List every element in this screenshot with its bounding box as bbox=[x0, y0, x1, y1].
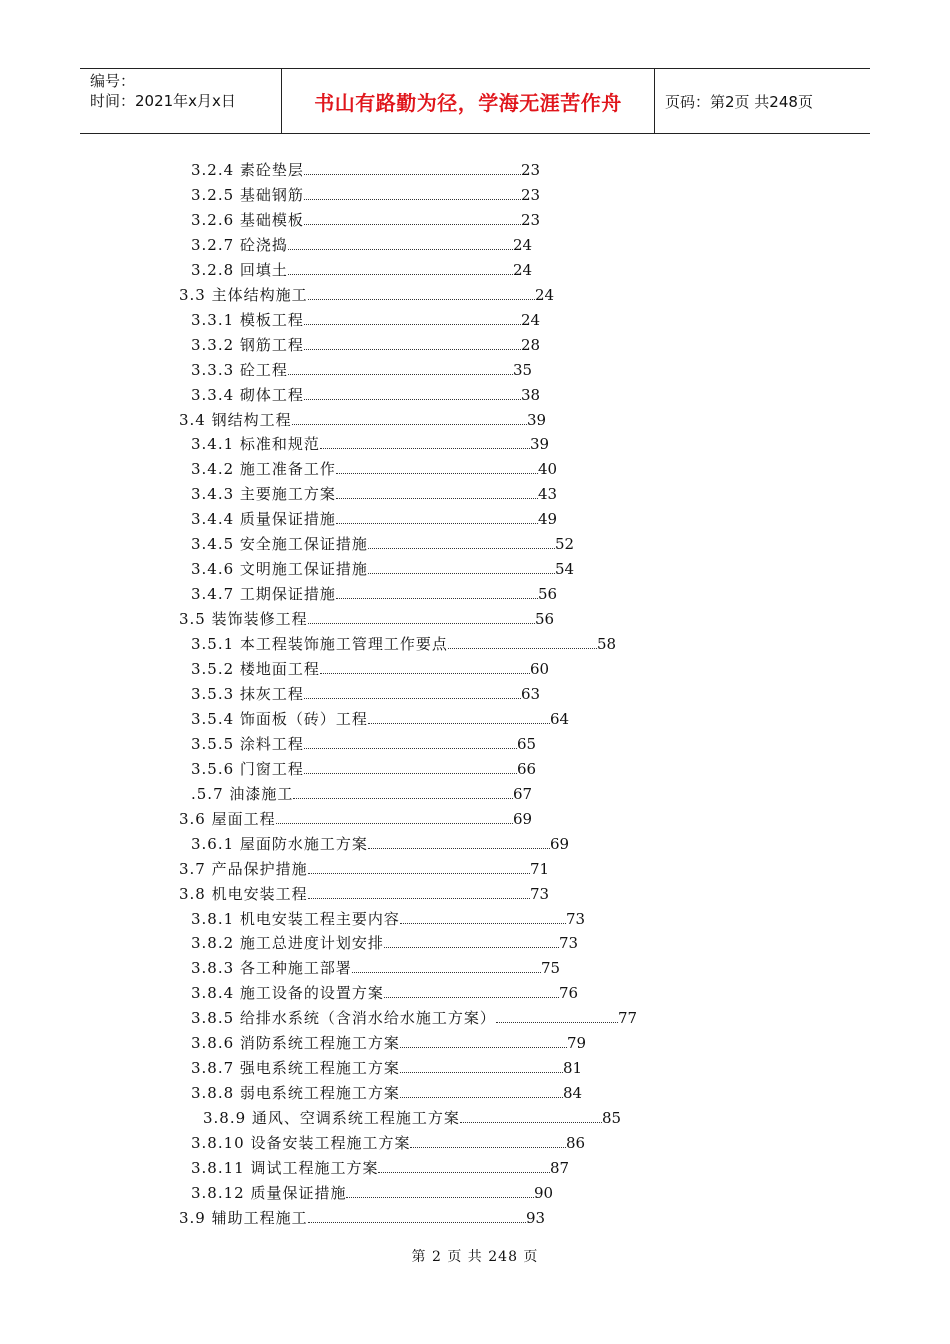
toc-entry-page: 54 bbox=[555, 560, 575, 579]
toc-entry-label: 3.8.9 通风、空调系统工程施工方案 bbox=[203, 1109, 460, 1128]
toc-entry-label: 3.3.2 钢筋工程 bbox=[191, 335, 304, 354]
toc-entry[interactable] bbox=[179, 1208, 545, 1228]
toc-entry[interactable] bbox=[191, 484, 557, 504]
toc-entry-label: 3.2.4 素砼垫层 bbox=[191, 161, 304, 179]
toc-entry-page: 73 bbox=[559, 934, 579, 953]
toc-entry-label: 3.3.1 模板工程 bbox=[191, 310, 304, 329]
toc-entry-page: 58 bbox=[597, 635, 617, 654]
toc-entry-label: 3.5.3 抹灰工程 bbox=[191, 684, 304, 703]
toc-entry-page: 23 bbox=[521, 161, 541, 179]
toc-entry-page: 63 bbox=[521, 684, 541, 703]
page-footer: 第 2 页 共 248 页 bbox=[411, 1249, 539, 1265]
toc-entry-label: 3.2.7 砼浇捣 bbox=[191, 235, 288, 254]
toc-entry[interactable] bbox=[191, 1158, 569, 1178]
toc-entry-page: 75 bbox=[541, 959, 561, 978]
toc-entry-page: 87 bbox=[550, 1159, 570, 1177]
toc-entry-page: 79 bbox=[567, 1034, 587, 1053]
toc-dot-leader bbox=[368, 547, 555, 549]
toc-entry-page: 23 bbox=[521, 210, 541, 229]
toc-entry[interactable] bbox=[191, 160, 540, 180]
toc-dot-leader bbox=[308, 1221, 526, 1223]
toc-entry-label: 3.7 产品保护措施 bbox=[179, 859, 308, 878]
toc-entry-label: 3.8.2 施工总进度计划安排 bbox=[191, 934, 384, 953]
toc-entry-label: .5.7 油漆施工 bbox=[191, 784, 294, 803]
toc-dot-leader bbox=[460, 1121, 602, 1123]
toc-entry-label: 3.2.5 基础钢筋 bbox=[191, 185, 304, 204]
toc-entry-label: 3.8.4 施工设备的设置方案 bbox=[191, 984, 384, 1003]
toc-entry[interactable] bbox=[191, 1083, 582, 1103]
toc-entry[interactable] bbox=[191, 185, 540, 205]
toc-entry-label: 3.8.11 调试工程施工方案 bbox=[191, 1159, 379, 1177]
toc-entry[interactable] bbox=[191, 734, 536, 754]
toc-dot-leader bbox=[352, 971, 541, 973]
toc-entry[interactable] bbox=[191, 634, 616, 654]
toc-dot-leader bbox=[288, 373, 513, 375]
toc-entry-page: 39 bbox=[530, 435, 550, 454]
toc-dot-leader bbox=[400, 922, 566, 924]
toc-entry[interactable] bbox=[191, 459, 557, 479]
toc-entry-page: 71 bbox=[530, 859, 550, 878]
toc-entry-label: 3.8.1 机电安装工程主要内容 bbox=[191, 909, 400, 928]
toc-entry-page: 24 bbox=[513, 235, 533, 254]
toc-entry-label: 3.4.7 工期保证措施 bbox=[191, 585, 336, 604]
toc-dot-leader bbox=[308, 872, 530, 874]
toc-entry-page: 49 bbox=[538, 510, 558, 529]
toc-entry[interactable] bbox=[191, 958, 560, 978]
toc-dot-leader bbox=[308, 298, 535, 300]
toc-dot-leader bbox=[308, 622, 535, 624]
toc-dot-leader bbox=[400, 1046, 567, 1048]
toc-dot-leader bbox=[496, 1021, 618, 1023]
header-time-label: 时间：2021年x月x日 bbox=[90, 92, 236, 110]
toc-entry-page: 84 bbox=[563, 1084, 583, 1103]
toc-entry-label: 3.4.1 标准和规范 bbox=[191, 435, 320, 454]
toc-entry[interactable] bbox=[191, 584, 557, 604]
toc-entry[interactable] bbox=[179, 609, 554, 629]
toc-entry-page: 85 bbox=[602, 1109, 622, 1128]
toc-entry-page: 67 bbox=[513, 784, 533, 803]
toc-entry-label: 3.8.8 弱电系统工程施工方案 bbox=[191, 1084, 400, 1103]
toc-dot-leader bbox=[368, 722, 550, 724]
toc-entry[interactable] bbox=[191, 509, 557, 529]
toc-entry-page: 43 bbox=[538, 485, 558, 504]
page-header bbox=[80, 68, 870, 134]
toc-entry-label: 3.5.6 门窗工程 bbox=[191, 759, 304, 778]
toc-entry[interactable] bbox=[191, 759, 536, 779]
toc-dot-leader bbox=[304, 398, 521, 400]
toc-entry[interactable] bbox=[191, 310, 540, 330]
toc-entry-label: 3.8.3 各工种施工部署 bbox=[191, 959, 352, 978]
toc-entry-page: 39 bbox=[527, 410, 547, 429]
toc-dot-leader bbox=[336, 522, 538, 524]
toc-entry[interactable] bbox=[191, 559, 574, 579]
toc-entry-page: 40 bbox=[538, 460, 558, 479]
toc-entry-page: 65 bbox=[517, 734, 537, 753]
toc-entry-page: 38 bbox=[521, 385, 541, 404]
toc-dot-leader bbox=[304, 223, 521, 225]
toc-entry[interactable] bbox=[191, 709, 569, 729]
toc-entry-label: 3.9 辅助工程施工 bbox=[179, 1208, 308, 1227]
toc-dot-leader bbox=[384, 946, 559, 948]
toc-entry-page: 69 bbox=[513, 809, 533, 828]
toc-entry[interactable] bbox=[191, 235, 532, 255]
toc-entry-label: 3.4.5 安全施工保证措施 bbox=[191, 535, 368, 554]
toc-dot-leader bbox=[400, 1071, 563, 1073]
toc-entry-label: 3.2.6 基础模板 bbox=[191, 210, 304, 229]
header-number-label: 编号： bbox=[90, 72, 136, 90]
toc-entry-page: 24 bbox=[513, 260, 533, 279]
toc-entry-page: 56 bbox=[538, 585, 558, 604]
header-meta bbox=[80, 69, 282, 133]
toc-entry-label: 3.5.5 涂料工程 bbox=[191, 734, 304, 753]
toc-entry-label: 3.4.3 主要施工方案 bbox=[191, 485, 336, 504]
toc-entry-label: 3.8 机电安装工程 bbox=[179, 884, 308, 903]
toc-entry[interactable] bbox=[191, 933, 578, 953]
toc-entry-page: 81 bbox=[563, 1059, 583, 1078]
toc-entry-page: 28 bbox=[521, 335, 541, 354]
toc-entry-page: 93 bbox=[526, 1208, 546, 1227]
toc-dot-leader bbox=[320, 672, 530, 674]
toc-entry[interactable] bbox=[191, 784, 532, 804]
toc-entry-label: 3.2.8 回填土 bbox=[191, 260, 288, 279]
toc-dot-leader bbox=[336, 597, 538, 599]
toc-entry-page: 64 bbox=[550, 709, 570, 728]
toc-entry-page: 69 bbox=[550, 834, 570, 853]
toc-dot-leader bbox=[448, 647, 597, 649]
toc-entry[interactable] bbox=[191, 534, 574, 554]
toc-dot-leader bbox=[368, 572, 555, 574]
toc-entry-label: 3.3.4 砌体工程 bbox=[191, 385, 304, 404]
header-page-code: 页码：第2页 共248页 bbox=[665, 92, 813, 111]
toc-entry[interactable] bbox=[191, 1033, 586, 1053]
toc-entry-page: 86 bbox=[566, 1134, 586, 1153]
toc-entry[interactable] bbox=[191, 385, 540, 405]
header-motto: 书山有路勤为径，学海无涯苦作舟 bbox=[282, 69, 655, 133]
toc-entry[interactable] bbox=[191, 260, 532, 280]
toc-entry-page: 73 bbox=[566, 909, 586, 928]
toc-entry-label: 3.8.10 设备安装工程施工方案 bbox=[191, 1134, 411, 1153]
toc-dot-leader bbox=[308, 897, 530, 899]
toc-entry-label: 3.5.4 饰面板（砖）工程 bbox=[191, 709, 368, 728]
toc-dot-leader bbox=[288, 248, 513, 250]
toc-entry-label: 3.3 主体结构施工 bbox=[179, 285, 308, 304]
toc-entry[interactable] bbox=[191, 983, 578, 1003]
toc-entry[interactable] bbox=[191, 834, 569, 854]
toc-dot-leader bbox=[288, 273, 513, 275]
toc-entry-page: 66 bbox=[517, 759, 537, 778]
toc-entry-label: 3.8.5 给排水系统（含消水给水施工方案） bbox=[191, 1009, 496, 1028]
toc-entry-page: 73 bbox=[530, 884, 550, 903]
toc-entry[interactable] bbox=[191, 360, 532, 380]
toc-entry-label: 3.4.6 文明施工保证措施 bbox=[191, 560, 368, 579]
toc-entry[interactable] bbox=[191, 1008, 637, 1028]
toc-entry[interactable] bbox=[191, 335, 540, 355]
toc-entry[interactable] bbox=[203, 1108, 621, 1128]
toc-entry[interactable] bbox=[191, 434, 549, 454]
toc-dot-leader bbox=[336, 497, 538, 499]
toc-entry-label: 3.8.7 强电系统工程施工方案 bbox=[191, 1059, 400, 1078]
toc-entry[interactable] bbox=[191, 684, 540, 704]
toc-dot-leader bbox=[304, 198, 521, 200]
toc-entry-page: 24 bbox=[521, 310, 541, 329]
toc-entry-label: 3.4 钢结构工程 bbox=[179, 410, 292, 429]
toc-entry-label: 3.4.4 质量保证措施 bbox=[191, 510, 336, 529]
toc-dot-leader bbox=[304, 323, 521, 325]
toc-entry-page: 60 bbox=[530, 660, 550, 678]
toc-dot-leader bbox=[410, 1146, 566, 1148]
toc-dot-leader bbox=[336, 472, 538, 474]
toc-entry-label: 3.5 装饰装修工程 bbox=[179, 610, 308, 629]
toc-entry[interactable] bbox=[179, 410, 546, 430]
toc-entry[interactable] bbox=[179, 285, 554, 305]
toc-entry[interactable] bbox=[191, 210, 540, 230]
toc-entry-label: 3.5.1 本工程装饰施工管理工作要点 bbox=[191, 635, 448, 654]
toc-entry[interactable] bbox=[191, 909, 585, 929]
toc-entry-label: 3.3.3 砼工程 bbox=[191, 360, 288, 379]
toc-entry-label: 3.8.6 消防系统工程施工方案 bbox=[191, 1034, 400, 1053]
toc-entry[interactable] bbox=[191, 659, 549, 679]
toc-dot-leader bbox=[384, 996, 559, 998]
toc-dot-leader bbox=[304, 348, 521, 350]
toc-dot-leader bbox=[400, 1096, 563, 1098]
toc-entry-page: 35 bbox=[513, 360, 533, 379]
toc-entry[interactable] bbox=[191, 1183, 553, 1203]
toc-dot-leader bbox=[346, 1196, 534, 1198]
toc-dot-leader bbox=[304, 747, 517, 749]
toc-entry-page: 90 bbox=[534, 1183, 554, 1202]
toc-entry-label: 3.6.1 屋面防水施工方案 bbox=[191, 834, 368, 853]
toc-entry-label: 3.4.2 施工准备工作 bbox=[191, 460, 336, 479]
toc-entry[interactable] bbox=[191, 1133, 585, 1153]
toc-entry[interactable] bbox=[191, 1058, 582, 1078]
toc-entry-page: 77 bbox=[618, 1009, 638, 1028]
toc-entry-page: 76 bbox=[559, 984, 579, 1003]
toc-entry[interactable] bbox=[179, 809, 532, 829]
toc-entry-label: 3.5.2 楼地面工程 bbox=[191, 660, 320, 678]
toc-entry-page: 52 bbox=[555, 535, 575, 554]
toc-dot-leader bbox=[292, 423, 527, 425]
toc-dot-leader bbox=[304, 173, 521, 175]
toc-dot-leader bbox=[378, 1171, 550, 1173]
toc-dot-leader bbox=[276, 822, 513, 824]
toc-dot-leader bbox=[320, 447, 530, 449]
toc-dot-leader bbox=[293, 797, 513, 799]
toc-entry[interactable] bbox=[179, 884, 549, 904]
toc-dot-leader bbox=[304, 772, 517, 774]
toc-entry[interactable] bbox=[179, 859, 549, 879]
toc-entry-page: 23 bbox=[521, 185, 541, 204]
toc-entry-label: 3.6 屋面工程 bbox=[179, 809, 276, 828]
toc-entry-page: 24 bbox=[535, 285, 555, 304]
toc-entry-page: 56 bbox=[535, 610, 555, 629]
toc-entry-label: 3.8.12 质量保证措施 bbox=[191, 1183, 347, 1202]
toc-dot-leader bbox=[304, 697, 521, 699]
toc-dot-leader bbox=[368, 847, 550, 849]
